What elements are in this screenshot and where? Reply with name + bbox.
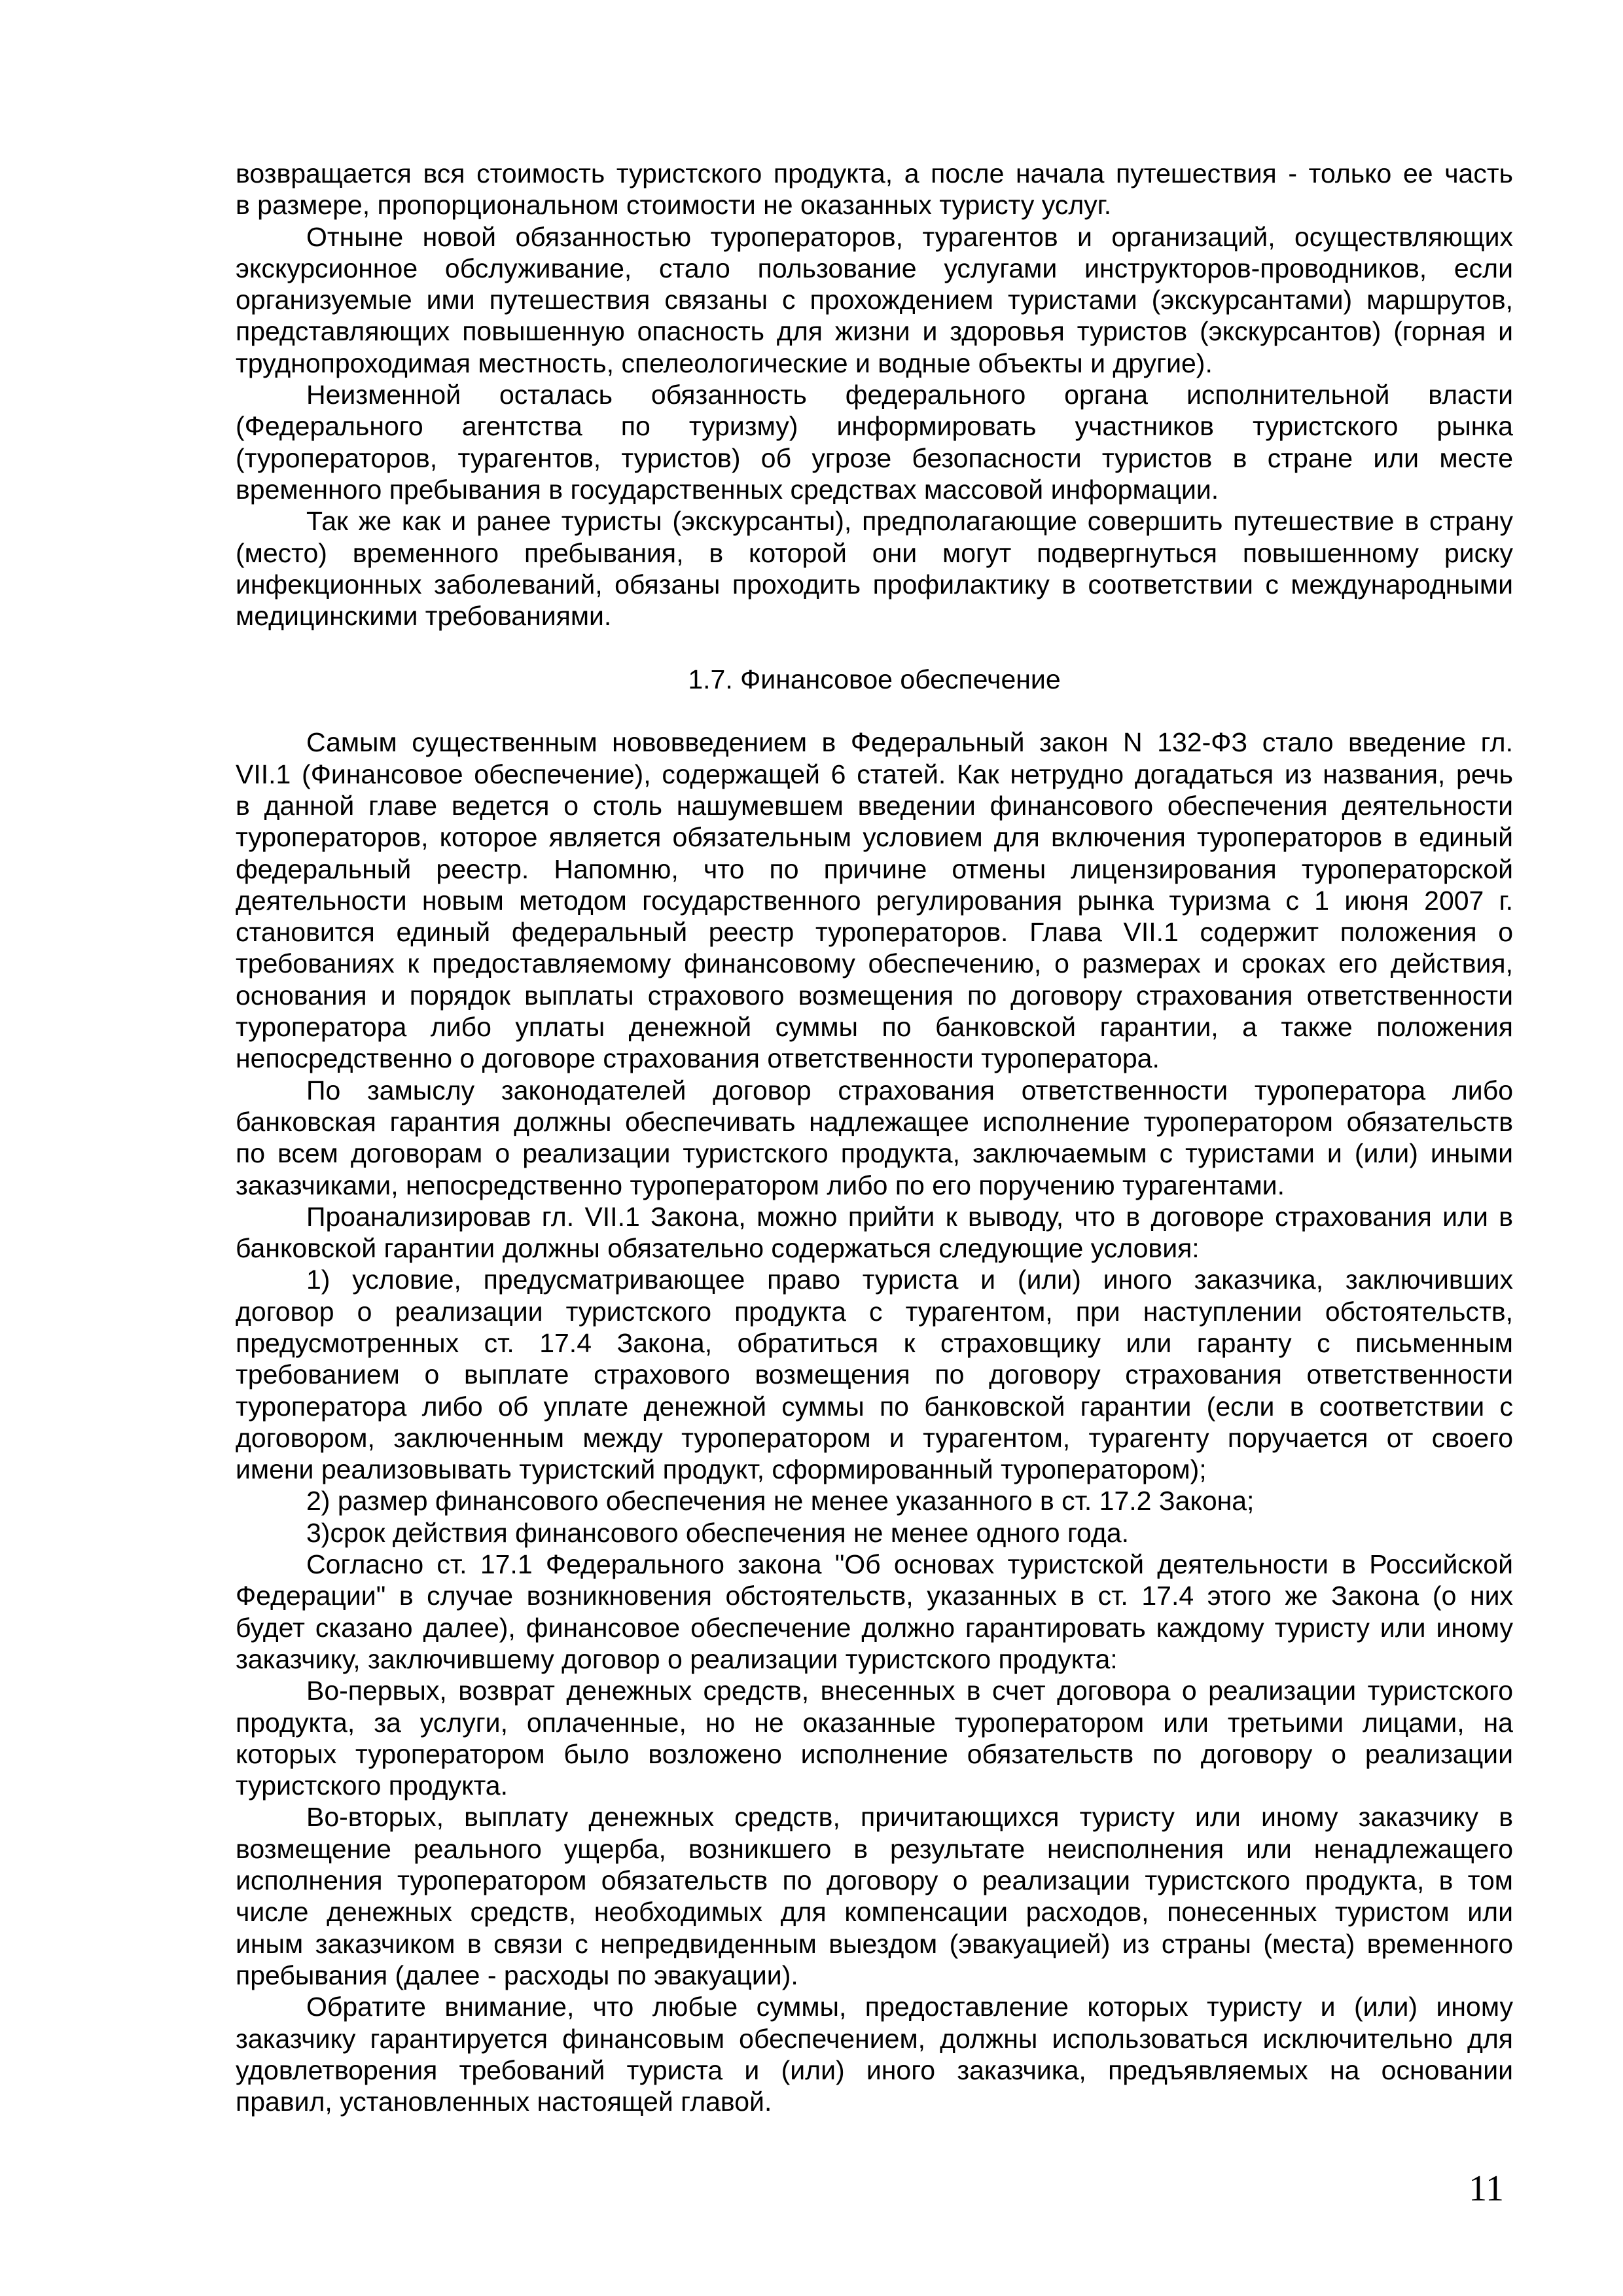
paragraph	[236, 1801, 1513, 1991]
text-line: 1) условие, предусматривающее право туриста и (или) иного заказчика, заключивших	[306, 1265, 1513, 1295]
text-line: Самым существенным нововведением в Федеральный закон N 132-ФЗ стало введение гл.	[306, 727, 1513, 758]
page-number: 11	[1469, 2168, 1504, 2209]
paragraph	[236, 1549, 1513, 1675]
text-line: числе денежных средств, необходимых для компенсации расходов, понесенных туристом или	[236, 1897, 1513, 1928]
text-line: заказчиками, непосредственно туроператором либо по его поручению турагентами.	[236, 1170, 1285, 1200]
text-line: Во-вторых, выплату денежных средств, причитающихся туристу или иному заказчику в	[306, 1802, 1513, 1833]
text-line: Во-первых, возврат денежных средств, внесенных в счет договора о реализации туристского	[306, 1676, 1513, 1706]
paragraph	[236, 1201, 1513, 1265]
text-line: VII.1 (Финансовое обеспечение), содержащей 6 статей. Как нетрудно догадаться из названия, речь	[236, 759, 1513, 789]
text-line: инфекционных заболеваний, обязаны проходить профилактику в соответствии с международными	[236, 569, 1513, 600]
text-line: иным заказчиком в связи с непредвиденным выездом (эвакуацией) из страны (места) временного	[236, 1928, 1513, 1959]
paragraph	[236, 1075, 1513, 1201]
text-line: становится единый федеральный реестр туроператоров. Глава VII.1 содержит положения о	[236, 917, 1513, 948]
text-line: возвращается вся стоимость туристского продукта, а после начала путешествия - только ее часть	[236, 158, 1513, 188]
paragraph	[236, 379, 1513, 505]
text-line: Федерации" в случае возникновения обстоятельств, указанных в ст. 17.4 этого же Закона (о них	[236, 1581, 1513, 1611]
text-line: экскурсионное обслуживание, стало пользование услугами инструкторов-проводников, если	[236, 253, 1513, 283]
text-line: банковской гарантии должны обязательно содержаться следующие условия:	[236, 1233, 1200, 1264]
text-line: организуемые ими путешествия связаны с прохождением туристами (экскурсантами) маршрутов,	[236, 285, 1513, 315]
text-line: банковская гарантия должны обеспечивать надлежащее исполнение туроператором обязательств	[236, 1106, 1513, 1137]
text-line: возмещение реального ущерба, возникшего в результате неисполнения или ненадлежащего	[236, 1833, 1513, 1864]
text-line: Проанализировав гл. VII.1 Закона, можно прийти к выводу, что в договоре страхования или в	[306, 1201, 1513, 1232]
text-line: Неизменной осталась обязанность федерального органа исполнительной власти	[306, 380, 1513, 410]
paragraph	[236, 1517, 1513, 1549]
text-line: Обратите внимание, что любые суммы, предоставление которых туристу и (или) иному	[306, 1992, 1513, 2022]
text-line: деятельности новым методом государственного регулирования рынка туризма с 1 июня 2007 г.	[236, 885, 1513, 916]
text-line: временного пребывания в государственных средствах массовой информации.	[236, 474, 1219, 505]
text-line: будет сказано далее), финансовое обеспечение должно гарантировать каждому туристу или иному	[236, 1612, 1513, 1643]
text-line: Согласно ст. 17.1 Федерального закона "Об основах туристской деятельности в Российской	[306, 1549, 1513, 1580]
text-line: туроператоров, которое является обязательным условием для включения туроператоров в единый	[236, 822, 1513, 853]
text-line: требованием о выплате страхового возмещения по договору страхования ответственности	[236, 1359, 1513, 1390]
text-line: заказчику, заключившему договор о реализации туристского продукта:	[236, 1643, 1118, 1674]
paragraph	[236, 1485, 1513, 1516]
text-line: в размере, пропорциональном стоимости не оказанных туристу услуг.	[236, 190, 1112, 221]
text-line: Отныне новой обязанностью туроператоров, турагентов и организаций, осуществляющих	[306, 221, 1513, 252]
text-line: туроператора либо об уплате денежной суммы по банковской гарантии (если в соответствии с	[236, 1391, 1513, 1422]
section-heading: 1.7. Финансовое обеспечение	[688, 664, 1061, 694]
text-line: правил, установленных настоящей главой.	[236, 2087, 772, 2117]
text-line: По замыслу законодателей договор страхования ответственности туроператора либо	[306, 1075, 1513, 1105]
text-line: заказчику гарантируется финансовым обеспечением, должны использоваться исключительно для	[236, 2023, 1513, 2054]
text-line: по всем договорам о реализации туристского продукта, заключаемым с туристами и (или) иными	[236, 1138, 1513, 1169]
paragraph	[236, 1991, 1513, 2117]
text-line: (туроператоров, турагентов, туристов) об угрозе безопасности туристов в стране или месте	[236, 442, 1513, 473]
text-line: непосредственно о договоре страхования ответственности туроператора.	[236, 1043, 1160, 1074]
text-line: (место) временного пребывания, в которой они могут подвергнуться повышенному риску	[236, 537, 1513, 568]
text-line: пребывания (далее - расходы по эвакуации).	[236, 1960, 798, 1990]
text-line: предусмотренных ст. 17.4 Закона, обратиться к страховщику или гаранту с письменным	[236, 1327, 1513, 1358]
text-line: удовлетворения требований туриста и (или) иного заказчика, предъявляемых на основании	[236, 2054, 1513, 2085]
paragraph	[236, 1675, 1513, 1801]
text-line: договор о реализации туристского продукта с турагентом, при наступлении обстоятельств,	[236, 1296, 1513, 1327]
paragraph	[236, 221, 1513, 379]
paragraph	[236, 726, 1513, 1074]
text-line: требованиях к предоставляемому финансовому обеспечению, о размерах и сроках его действия,	[236, 948, 1513, 979]
text-line: труднопроходимая местность, спелеологические и водные объекты и другие).	[236, 348, 1213, 378]
text-line: в данной главе ведется о столь нашумевшем введении финансового обеспечения деятельности	[236, 790, 1513, 821]
text-line: договором, заключенным между туроператором и турагентом, турагенту поручается от своего	[236, 1422, 1513, 1453]
text-line: Так же как и ранее туристы (экскурсанты), предполагающие совершить путешествие в страну	[306, 506, 1513, 537]
text-line: представляющих повышенную опасность для жизни и здоровья туристов (экскурсантов) (горная и	[236, 316, 1513, 347]
text-line: туристского продукта.	[236, 1770, 508, 1801]
document-body	[236, 158, 1513, 2117]
paragraph	[236, 505, 1513, 632]
text-line: исполнения туроператором обязательств по договору о реализации туристского продукта, в том	[236, 1865, 1513, 1896]
text-line: имени реализовывать туристский продукт, сформированный туроператором);	[236, 1454, 1207, 1485]
text-line: продукта, за услуги, оплаченные, но не оказанные туроператором или третьими лицами, на	[236, 1707, 1513, 1738]
text-line: 3)срок действия финансового обеспечения не менее одного года.	[306, 1517, 1130, 1548]
paragraph	[236, 158, 1513, 221]
text-line: медицинскими требованиями.	[236, 601, 612, 632]
text-line: которых туроператором было возложено исполнение обязательств по договору о реализации	[236, 1738, 1513, 1769]
text-line: 2) размер финансового обеспечения не менее указанного в ст. 17.2 Закона;	[306, 1486, 1255, 1516]
text-line: (Федерального агентства по туризму) информировать участников туристского рынка	[236, 411, 1513, 442]
paragraph	[236, 1264, 1513, 1485]
text-line: основания и порядок выплаты страхового возмещения по договору страхования ответственности	[236, 980, 1513, 1011]
text-line: туроператора либо уплаты денежной суммы по банковской гарантии, а также положения	[236, 1012, 1513, 1043]
text-line: федеральный реестр. Напомню, что по причине отмены лицензирования туроператорской	[236, 853, 1513, 884]
